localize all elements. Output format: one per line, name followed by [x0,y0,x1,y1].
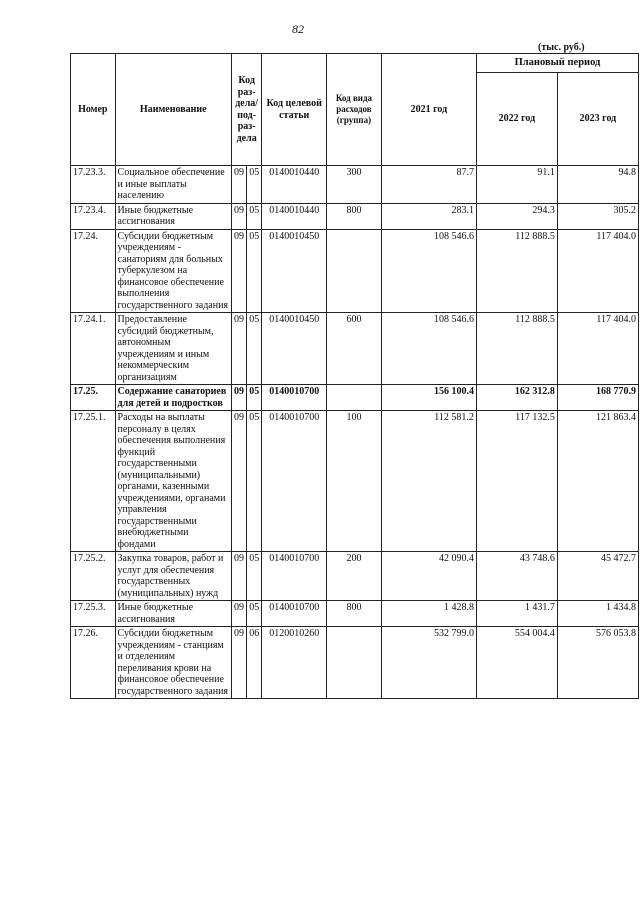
row-subsection: 05 [247,203,262,229]
row-number: 17.25.2. [71,552,116,601]
row-target-code: 0140010700 [262,552,327,601]
row-target-code: 0140010440 [262,203,327,229]
row-amount-2022: 117 132.5 [476,411,557,552]
row-name: Иные бюджетные ассигнования [115,601,231,627]
row-amount-2021: 108 546.6 [381,313,476,385]
row-section: 09 [231,627,246,699]
header-planning-period: Плановый период [476,54,638,73]
row-subsection: 05 [247,552,262,601]
row-amount-2022: 43 748.6 [476,552,557,601]
row-target-code: 0120010260 [262,627,327,699]
row-expense-type [327,385,382,411]
row-target-code: 0140010440 [262,166,327,204]
row-section: 09 [231,229,246,313]
row-number: 17.23.3. [71,166,116,204]
row-amount-2021: 156 100.4 [381,385,476,411]
row-amount-2021: 108 546.6 [381,229,476,313]
row-amount-2022: 112 888.5 [476,229,557,313]
row-amount-2021: 42 090.4 [381,552,476,601]
units-label: (тыс. руб.) [538,42,585,53]
row-amount-2023: 117 404.0 [557,229,638,313]
row-amount-2022: 162 312.8 [476,385,557,411]
row-number: 17.25.1. [71,411,116,552]
row-amount-2023: 168 770.9 [557,385,638,411]
row-subsection: 05 [247,229,262,313]
row-number: 17.26. [71,627,116,699]
row-section: 09 [231,166,246,204]
row-number: 17.23.4. [71,203,116,229]
row-amount-2023: 117 404.0 [557,313,638,385]
row-section: 09 [231,313,246,385]
row-amount-2021: 283.1 [381,203,476,229]
row-subsection: 05 [247,385,262,411]
row-amount-2022: 294.3 [476,203,557,229]
header-year-2022: 2022 год [476,73,557,166]
table-row [71,385,639,411]
row-number: 17.24.1. [71,313,116,385]
table-row [71,601,639,627]
row-amount-2022: 554 004.4 [476,627,557,699]
row-name: Содержание санаториев для детей и подростков [115,385,231,411]
row-amount-2023: 1 434.8 [557,601,638,627]
row-target-code: 0140010700 [262,411,327,552]
row-expense-type: 200 [327,552,382,601]
row-amount-2023: 94.8 [557,166,638,204]
row-target-code: 0140010450 [262,229,327,313]
row-expense-type: 800 [327,203,382,229]
row-amount-2021: 112 581.2 [381,411,476,552]
table-row [71,229,639,313]
row-section: 09 [231,552,246,601]
budget-table [70,53,639,699]
row-section: 09 [231,601,246,627]
row-target-code: 0140010700 [262,385,327,411]
row-amount-2021: 87.7 [381,166,476,204]
row-amount-2023: 121 863.4 [557,411,638,552]
header-target-code: Код целевой статьи [262,54,327,166]
row-target-code: 0140010700 [262,601,327,627]
row-number: 17.25. [71,385,116,411]
row-amount-2021: 532 799.0 [381,627,476,699]
row-subsection: 05 [247,166,262,204]
row-amount-2023: 305.2 [557,203,638,229]
row-section: 09 [231,385,246,411]
row-amount-2022: 91.1 [476,166,557,204]
table-row [71,552,639,601]
row-expense-type: 600 [327,313,382,385]
row-expense-type [327,627,382,699]
row-amount-2022: 1 431.7 [476,601,557,627]
row-subsection: 05 [247,313,262,385]
row-section: 09 [231,203,246,229]
header-section-code: Код раз-дела/ под-раз-дела [231,54,261,166]
row-section: 09 [231,411,246,552]
row-subsection: 05 [247,411,262,552]
row-expense-type [327,229,382,313]
table-row [71,627,639,699]
table-row [71,166,639,204]
row-amount-2023: 45 472.7 [557,552,638,601]
row-expense-type: 300 [327,166,382,204]
table-row [71,203,639,229]
row-name: Субсидии бюджетным учреждениям - станциям и отделениям переливания крови на финансовое обеспечение государственного задания [115,627,231,699]
table-row [71,313,639,385]
row-expense-type: 100 [327,411,382,552]
page-number: 82 [292,22,304,36]
table-row [71,411,639,552]
row-name: Субсидии бюджетным учреждениям - санаториям для больных туберкулезом на финансовое обеспечение выполнения государственного задания [115,229,231,313]
row-name: Иные бюджетные ассигнования [115,203,231,229]
row-subsection: 06 [247,627,262,699]
header-number: Номер [71,54,116,166]
row-number: 17.25.3. [71,601,116,627]
row-amount-2023: 576 053.8 [557,627,638,699]
row-name: Социальное обеспечение и иные выплаты населению [115,166,231,204]
row-subsection: 05 [247,601,262,627]
row-name: Предоставление субсидий бюджетным, автономным учреждениям и иным некоммерческим организациям [115,313,231,385]
header-expense-type: Код вида расходов (группа) [327,54,382,166]
row-amount-2021: 1 428.8 [381,601,476,627]
row-target-code: 0140010450 [262,313,327,385]
row-expense-type: 800 [327,601,382,627]
row-name: Расходы на выплаты персоналу в целях обеспечения выполнения функций государственными (муниципальными) органами, казенными учреждениями, органами управления государственными внебюджетными фондами [115,411,231,552]
header-year-2023: 2023 год [557,73,638,166]
row-amount-2022: 112 888.5 [476,313,557,385]
header-name: Наименование [115,54,231,166]
header-year-2021: 2021 год [381,54,476,166]
row-name: Закупка товаров, работ и услуг для обеспечения государственных (муниципальных) нужд [115,552,231,601]
row-number: 17.24. [71,229,116,313]
